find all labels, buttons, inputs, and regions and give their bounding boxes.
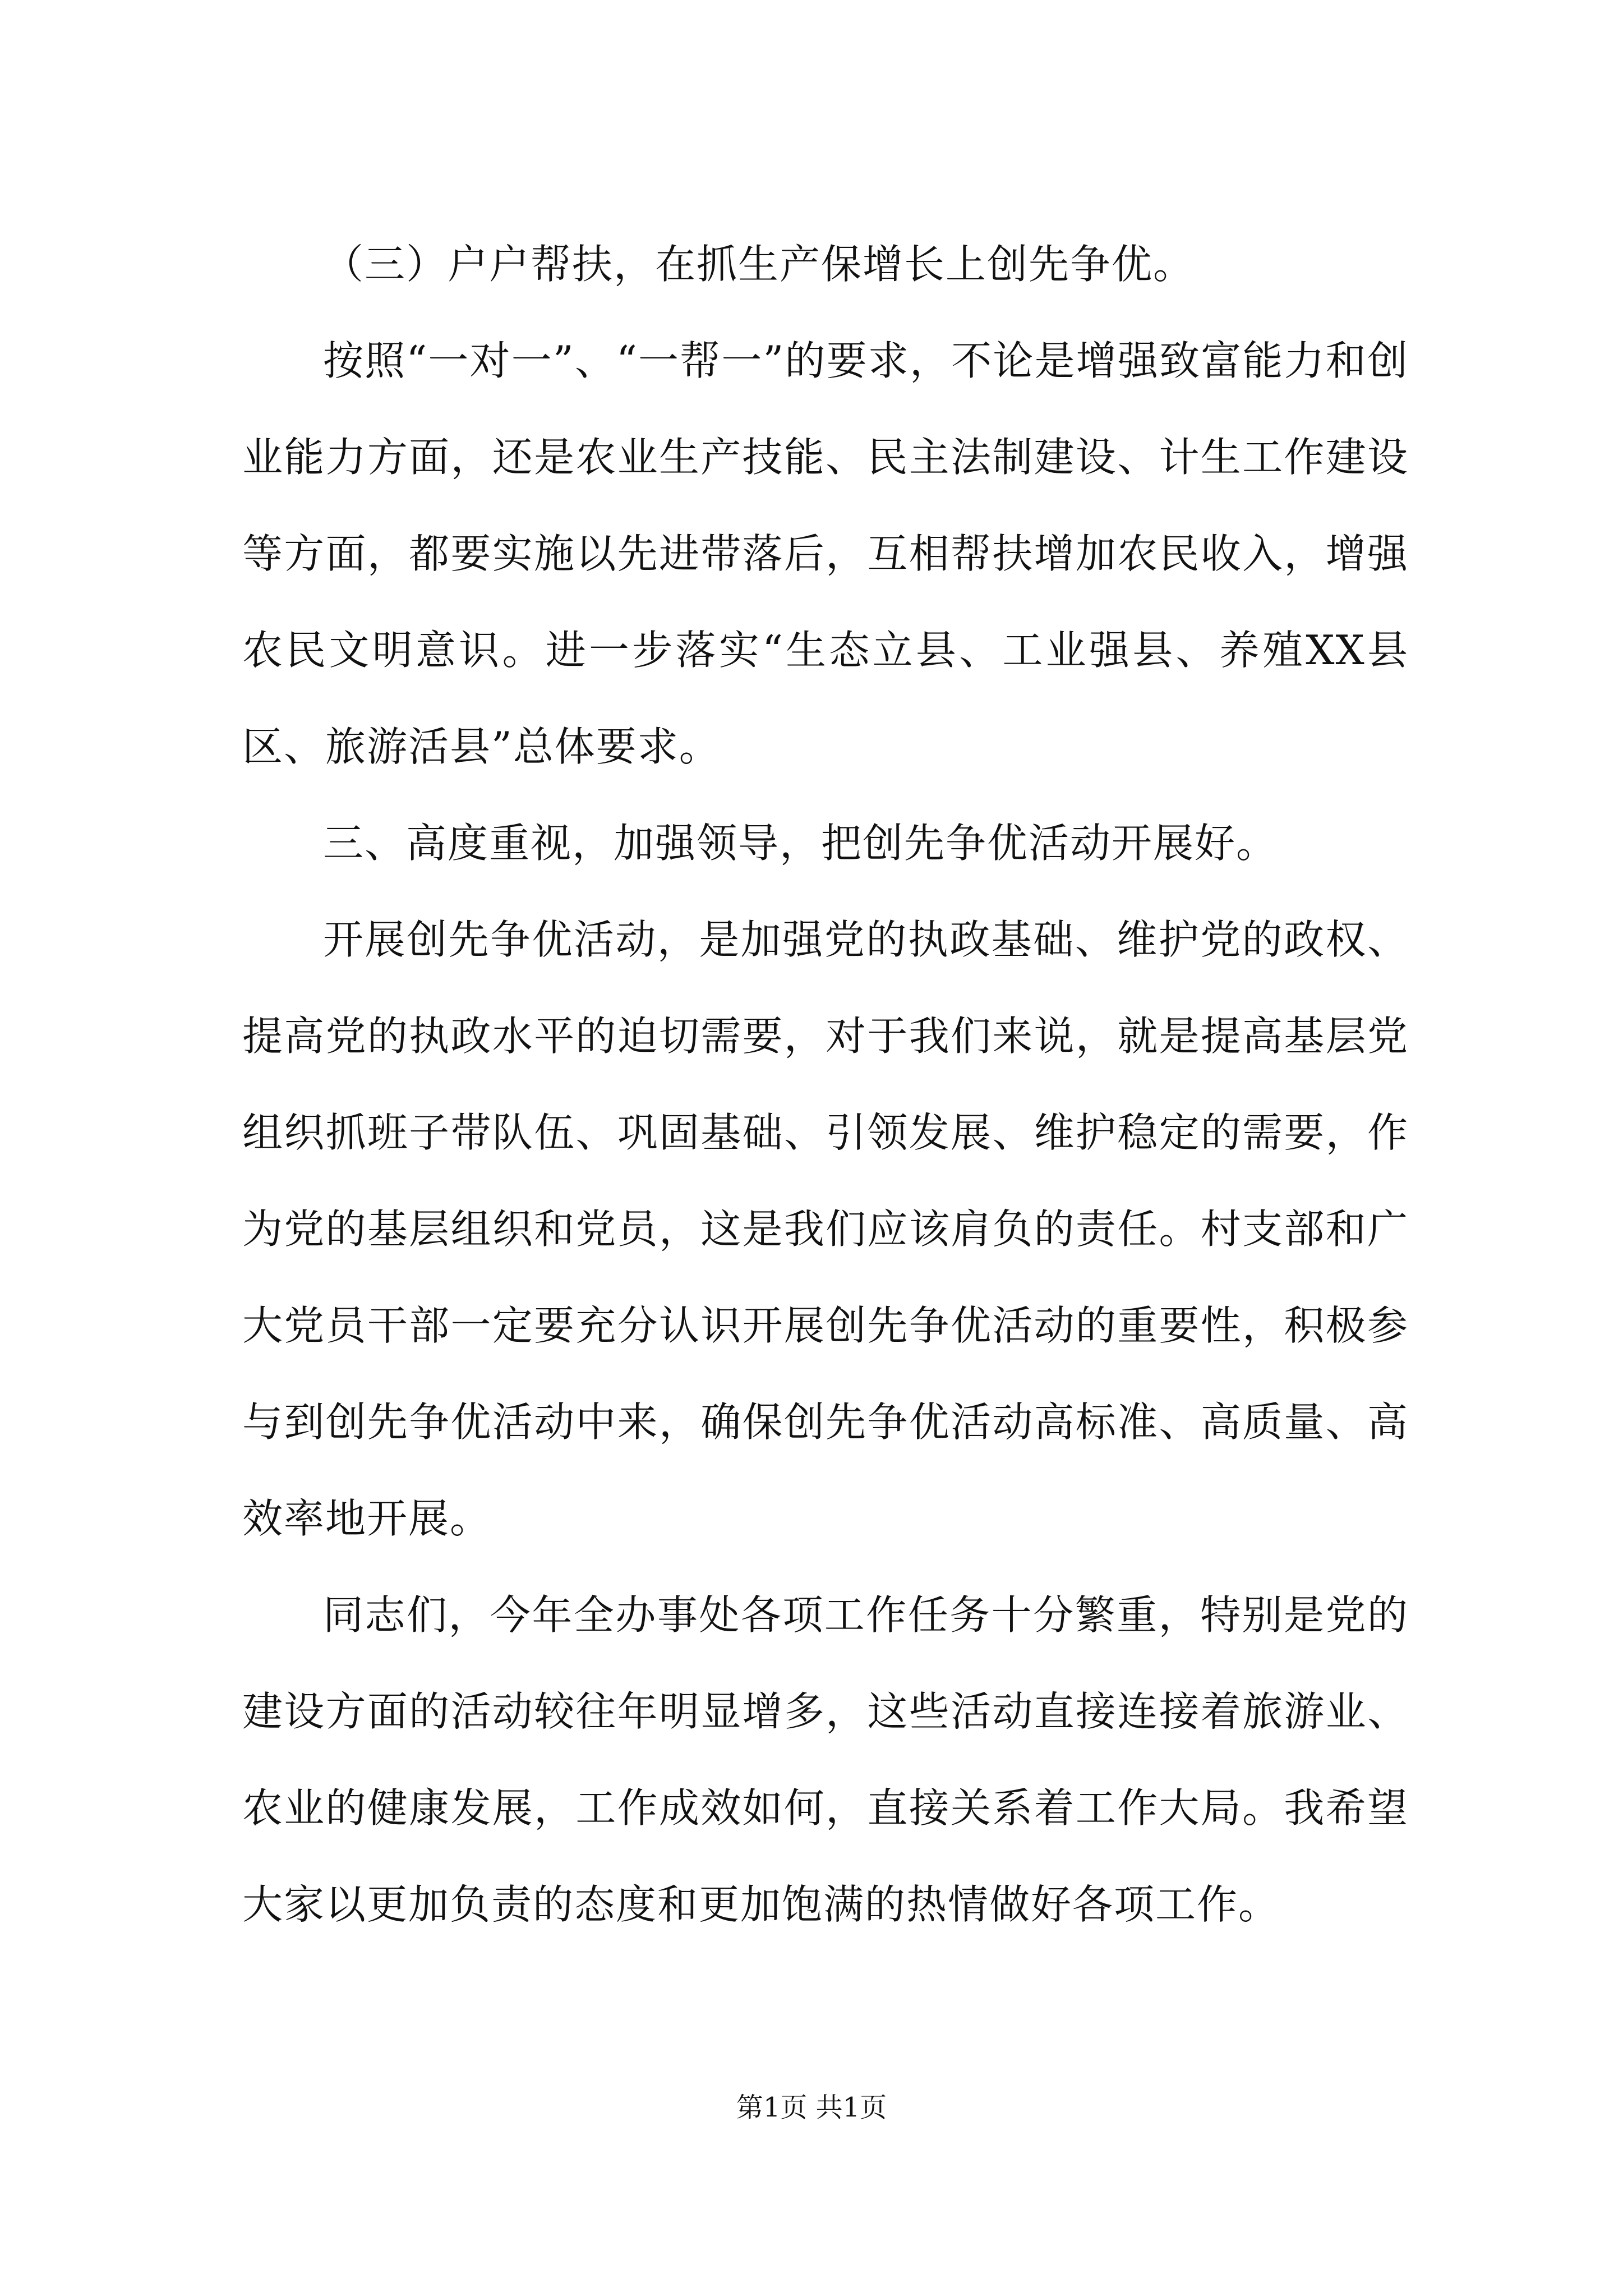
paragraph-closing: 同志们，今年全办事处各项工作任务十分繁重，特别是党的建设方面的活动较往年明显增多，这些活动直接连接着旅游业、农业的健康发展，工作成效如何，直接关系着工作大局。我希望大家以更加负责的态度和更加饱满的热情做好各项工作。 — [242, 1591, 1409, 1928]
paragraph-importance: 开展创先争优活动，是加强党的执政基础、维护党的政权、提高党的执政水平的迫切需要，对于我们来说，就是提高基层党组织抓班子带队伍、巩固基础、引领发展、维护稳定的需要，作为党的基层组织和党员，这是我们应该肩负的责任。村支部和广大党员干部一定要充分认识开展创先争优活动的重要性，积极参与到创先争优活动中来，确保创先争优活动高标准、高质量、高效率地开展。 — [242, 916, 1409, 1542]
paragraph-one-to-one-help: 按照“一对一”、“一帮一”的要求，不论是增强致富能力和创业能力方面，还是农业生产技能、民主法制建设、计生工作建设等方面，都要实施以先进带落后，互相帮扶增加农民收入，增强农民文明意识。进一步落实“生态立县、工业强县、养殖XX县区、旅游活县”总体要求。 — [242, 337, 1409, 770]
page-number-footer: 第1页 共1页 — [736, 2092, 887, 2123]
document-body — [242, 216, 1409, 1953]
section-heading-3-sub: （三）户户帮扶，在抓生产保增长上创先争优。 — [323, 241, 1195, 288]
section-heading-three: 三、高度重视，加强领导，把创先争优活动开展好。 — [323, 820, 1278, 867]
